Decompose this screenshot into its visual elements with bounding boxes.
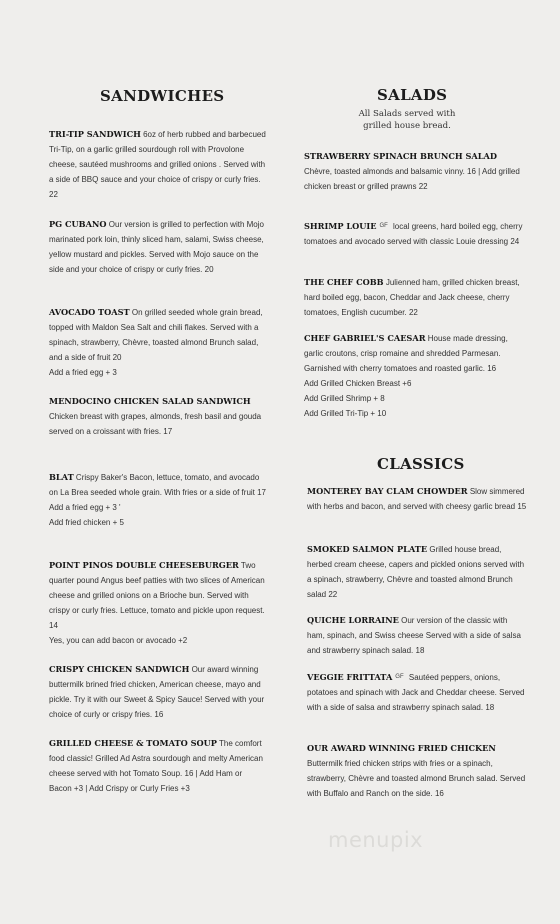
- item-addon: Add fried chicken + 5: [49, 518, 124, 527]
- menu-item-mendocino-chicken-salad-sandwich: [49, 394, 267, 439]
- item-name: QUICHE LORRAINE: [307, 615, 399, 625]
- item-name: PG CUBANO: [49, 219, 107, 229]
- salads-title: SALADS: [377, 86, 448, 104]
- item-name: GRILLED CHEESE & TOMATO SOUP: [49, 738, 217, 748]
- gluten-free-badge: GF: [379, 223, 388, 229]
- item-desc: Two quarter pound Angus beef patties with two slices of American cheese and grilled onions on a Brioche bun. Served with crispy or curly fries. Lettuce, tomato and pickle upon request. 14: [49, 561, 265, 630]
- item-desc: On grilled seeded whole grain bread, topped with Maldon Sea Salt and chili flakes. Served with a spinach, strawberry, Chèvre, toasted almond Brunch salad, and a side of fruit 20: [49, 308, 263, 362]
- item-desc: Our version of the classic with ham, spinach, and Swiss cheese Served with a side of salsa and strawberry spinach salad. 18: [307, 616, 521, 655]
- item-desc: Sautéed peppers, onions, potatoes and spinach with Jack and Cheddar cheese. Served with a side of salsa and strawberry spinach salad. 18: [307, 673, 525, 712]
- item-name: SHRIMP LOUIE: [304, 221, 377, 231]
- item-name: AVOCADO TOAST: [49, 307, 130, 317]
- menu-item-crispy-chicken-sandwich: [49, 662, 267, 722]
- classics-title: CLASSICS: [377, 455, 465, 473]
- item-name: TRI-TIP SANDWICH: [49, 129, 141, 139]
- menu-item-pg-cubano: [49, 217, 267, 277]
- menu-item-monterey-bay-clam-chowder: [307, 484, 527, 514]
- item-name: THE CHEF COBB: [304, 277, 384, 287]
- item-desc: Our version is grilled to perfection with Mojo marinated pork loin, thinly sliced ham, salami, Swiss cheese, yellow mustard and pickles. Served with Mojo sauce on the side and your choice of crispy or curly fries. 20: [49, 220, 264, 274]
- item-name: SMOKED SALMON PLATE: [307, 544, 428, 554]
- item-addon: Yes, you can add bacon or avocado +2: [49, 636, 188, 645]
- menu-item-tri-tip-sandwich: [49, 127, 267, 202]
- item-addon: Add a fried egg + 3: [49, 368, 117, 377]
- item-desc: Julienned ham, grilled chicken breast, hard boiled egg, bacon, Cheddar and Jack cheese, cherry tomatoes, English cucumber. 22: [304, 278, 520, 317]
- item-name: STRAWBERRY SPINACH BRUNCH SALAD: [304, 151, 497, 161]
- item-desc: Crispy Baker's Bacon, lettuce, tomato, and avocado on La Brea seeded whole grain. With fries or a side of fruit 17: [49, 473, 267, 497]
- gluten-free-badge: GF: [395, 674, 404, 680]
- sandwiches-title: SANDWICHES: [100, 87, 225, 105]
- item-name: VEGGIE FRITTATA: [307, 672, 393, 682]
- menu-item-grilled-cheese-tomato-soup: [49, 736, 267, 796]
- item-desc: local greens, hard boiled egg, cherry tomatoes and avocado served with classic Louie dressing 24: [304, 222, 523, 246]
- menu-item-veggie-frittata: [307, 670, 527, 715]
- menu-item-strawberry-spinach-brunch-salad: [304, 149, 526, 194]
- item-name: MONTEREY BAY CLAM CHOWDER: [307, 486, 468, 496]
- item-addon: Add Grilled Tri-Tip + 10: [304, 409, 387, 418]
- menu-item-avocado-toast: [49, 305, 267, 380]
- item-desc: Chèvre, toasted almonds and balsamic vinny. 16 | Add grilled chicken breast or grilled prawns 22: [304, 167, 520, 191]
- menu-item-chef-gabriels-caesar: [304, 331, 526, 421]
- item-desc: House made dressing, garlic croutons, crisp romaine and shredded Parmesan. Garnished with cherry tomatoes and roasted garlic. 16: [304, 334, 508, 373]
- item-addon: Add a fried egg + 3 ': [49, 503, 121, 512]
- item-name: CHEF GABRIEL'S CAESAR: [304, 333, 426, 343]
- menu-item-shrimp-louie: [304, 219, 526, 249]
- item-desc: The comfort food classic! Grilled Ad Astra sourdough and melty American cheese served with hot Tomato Soup. 16 | Add Ham or Bacon +3 | Add Crispy or Curly Fries +3: [49, 739, 263, 793]
- item-desc: Buttermilk fried chicken strips with fries or a spinach, strawberry, Chèvre and toasted almond Brunch salad. Served with Buffalo and Ranch on the side. 16: [307, 759, 526, 798]
- item-name: MENDOCINO CHICKEN SALAD SANDWICH: [49, 396, 251, 406]
- item-name: POINT PINOS DOUBLE CHEESEBURGER: [49, 560, 239, 570]
- item-desc: Grilled house bread, herbed cream cheese, capers and pickled onions served with a spinach, strawberry, Chèvre and toasted almond Brunch salad 22: [307, 545, 525, 599]
- item-desc: 6oz of herb rubbed and barbecued Tri-Tip, on a garlic grilled sourdough roll with Provolone cheese, sautéed mushrooms and grilled onions . Served with a side of BBQ sauce and your choice of crispy or curly fries. 22: [49, 130, 266, 199]
- menu-item-the-chef-cobb: [304, 275, 526, 320]
- salads-note: All Salads served with grilled house bread.: [358, 109, 456, 131]
- menu-item-our-award-winning-fried-chicken: [307, 741, 527, 801]
- menu-item-quiche-lorraine: [307, 613, 527, 658]
- item-addon: Add Grilled Shrimp + 8: [304, 394, 385, 403]
- item-name: CRISPY CHICKEN SANDWICH: [49, 664, 190, 674]
- item-name: OUR AWARD WINNING FRIED CHICKEN: [307, 743, 496, 753]
- item-addon: Add Grilled Chicken Breast +6: [304, 379, 412, 388]
- item-desc: Our award winning buttermilk brined fried chicken, American cheese, mayo and pickle. Try it with our Sweet & Spicy Sauce! Served with your choice of curly or crispy fries. 16: [49, 665, 265, 719]
- menu-item-point-pinos-double-cheeseburger: [49, 558, 267, 648]
- item-name: BLAT: [49, 472, 74, 482]
- item-desc: Chicken breast with grapes, almonds, fresh basil and gouda served on a croissant with fries. 17: [49, 412, 262, 436]
- menu-item-blat: [49, 470, 267, 530]
- menu-item-smoked-salmon-plate: [307, 542, 527, 602]
- item-desc: Slow simmered with herbs and bacon, and served with cheesy garlic bread 15: [307, 487, 527, 511]
- menupix-watermark: menupix: [328, 828, 424, 852]
